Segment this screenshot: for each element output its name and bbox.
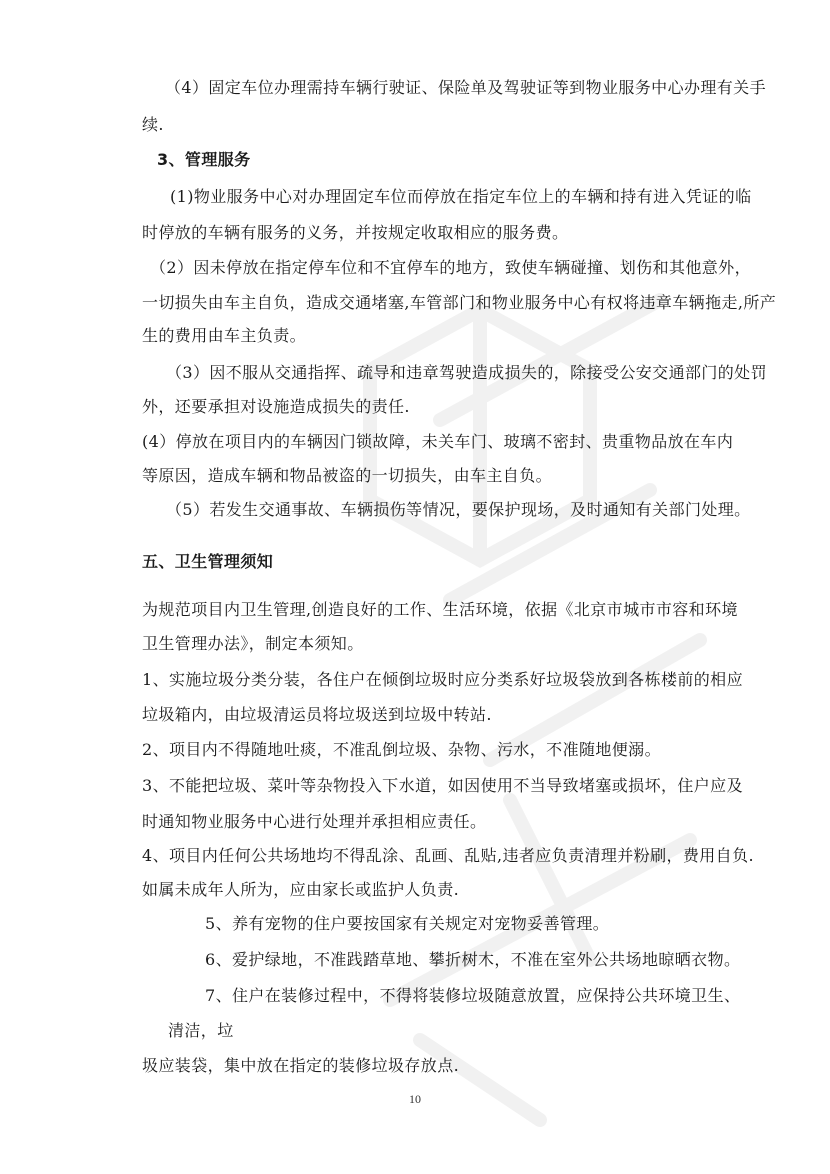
text-line: 时通知物业服务中心进行处理并承担相应责任。 — [142, 812, 487, 831]
text-line: 垃圾箱内，由垃圾清运员将垃圾送到垃圾中转站. — [142, 705, 492, 724]
text-line: 2、项目内不得随地吐痰，不准乱倒垃圾、杂物、污水，不准随地便溺。 — [142, 740, 661, 759]
text-line: （4）固定车位办理需持车辆行驶证、保险单及驾驶证等到物业服务中心办理有关手 — [165, 78, 766, 97]
text-line: 续. — [142, 115, 164, 134]
text-line: 5、养有宠物的住户要按国家有关规定对宠物妥善管理。 — [205, 914, 610, 933]
text-line: 清洁，垃 — [168, 1021, 234, 1040]
text-line: 圾应装袋，集中放在指定的装修垃圾存放点. — [142, 1056, 460, 1075]
text-line: 如属未成年人所为，应由家长或监护人负责. — [142, 880, 460, 899]
text-line: 6、爱护绿地，不准践踏草地、攀折树木，不准在室外公共场地晾晒衣物。 — [205, 950, 741, 969]
section-heading: 3、管理服务 — [157, 150, 251, 169]
text-line: 时停放的车辆有服务的义务，并按规定收取相应的服务费。 — [142, 223, 569, 242]
text-line: 1、实施垃圾分类分装，各住户在倾倒垃圾时应分类系好垃圾袋放到各栋楼前的相应 — [142, 670, 743, 689]
text-line: (4）停放在项目内的车辆因门锁故障，未关车门、玻璃不密封、贵重物品放在车内 — [142, 432, 734, 451]
text-line: 外，还要承担对设施造成损失的责任. — [142, 397, 410, 416]
text-line: （3）因不服从交通指挥、疏导和违章驾驶造成损失的，除接受公安交通部门的处罚 — [166, 363, 767, 382]
text-line: 4、项目内任何公共场地均不得乱涂、乱画、乱贴,违者应负责清理并粉刷，费用自负. — [142, 846, 754, 865]
text-line: （5）若发生交通事故、车辆损伤等情况，要保护现场，及时通知有关部门处理。 — [166, 500, 751, 519]
text-line: 3、不能把垃圾、菜叶等杂物投入下水道，如因使用不当导致堵塞或损坏，住户应及 — [142, 776, 743, 795]
text-line: （2）因未停放在指定停车位和不宜停车的地方，致使车辆碰撞、划伤和其他意外， — [150, 258, 751, 277]
text-line: 生的费用由车主负责。 — [142, 326, 307, 345]
page-number: 10 — [409, 1092, 421, 1106]
text-line: 卫生管理办法》，制定本须知。 — [142, 634, 364, 653]
text-line: 7、住户在装修过程中，不得将装修垃圾随意放置，应保持公共环境卫生、 — [205, 986, 741, 1005]
text-line: (1)物业服务中心对办理固定车位而停放在指定车位上的车辆和持有进入凭证的临 — [170, 187, 752, 206]
text-line: 为规范项目内卫生管理,创造良好的工作、生活环境，依据《北京市城市市容和环境 — [142, 600, 738, 619]
chapter-heading: 五、卫生管理须知 — [142, 552, 274, 571]
text-line: 一切损失由车主自负，造成交通堵塞,车管部门和物业服务中心有权将违章车辆拖走,所产 — [142, 293, 777, 312]
text-line: 等原因，造成车辆和物品被盗的一切损失，由车主自负。 — [142, 466, 553, 485]
